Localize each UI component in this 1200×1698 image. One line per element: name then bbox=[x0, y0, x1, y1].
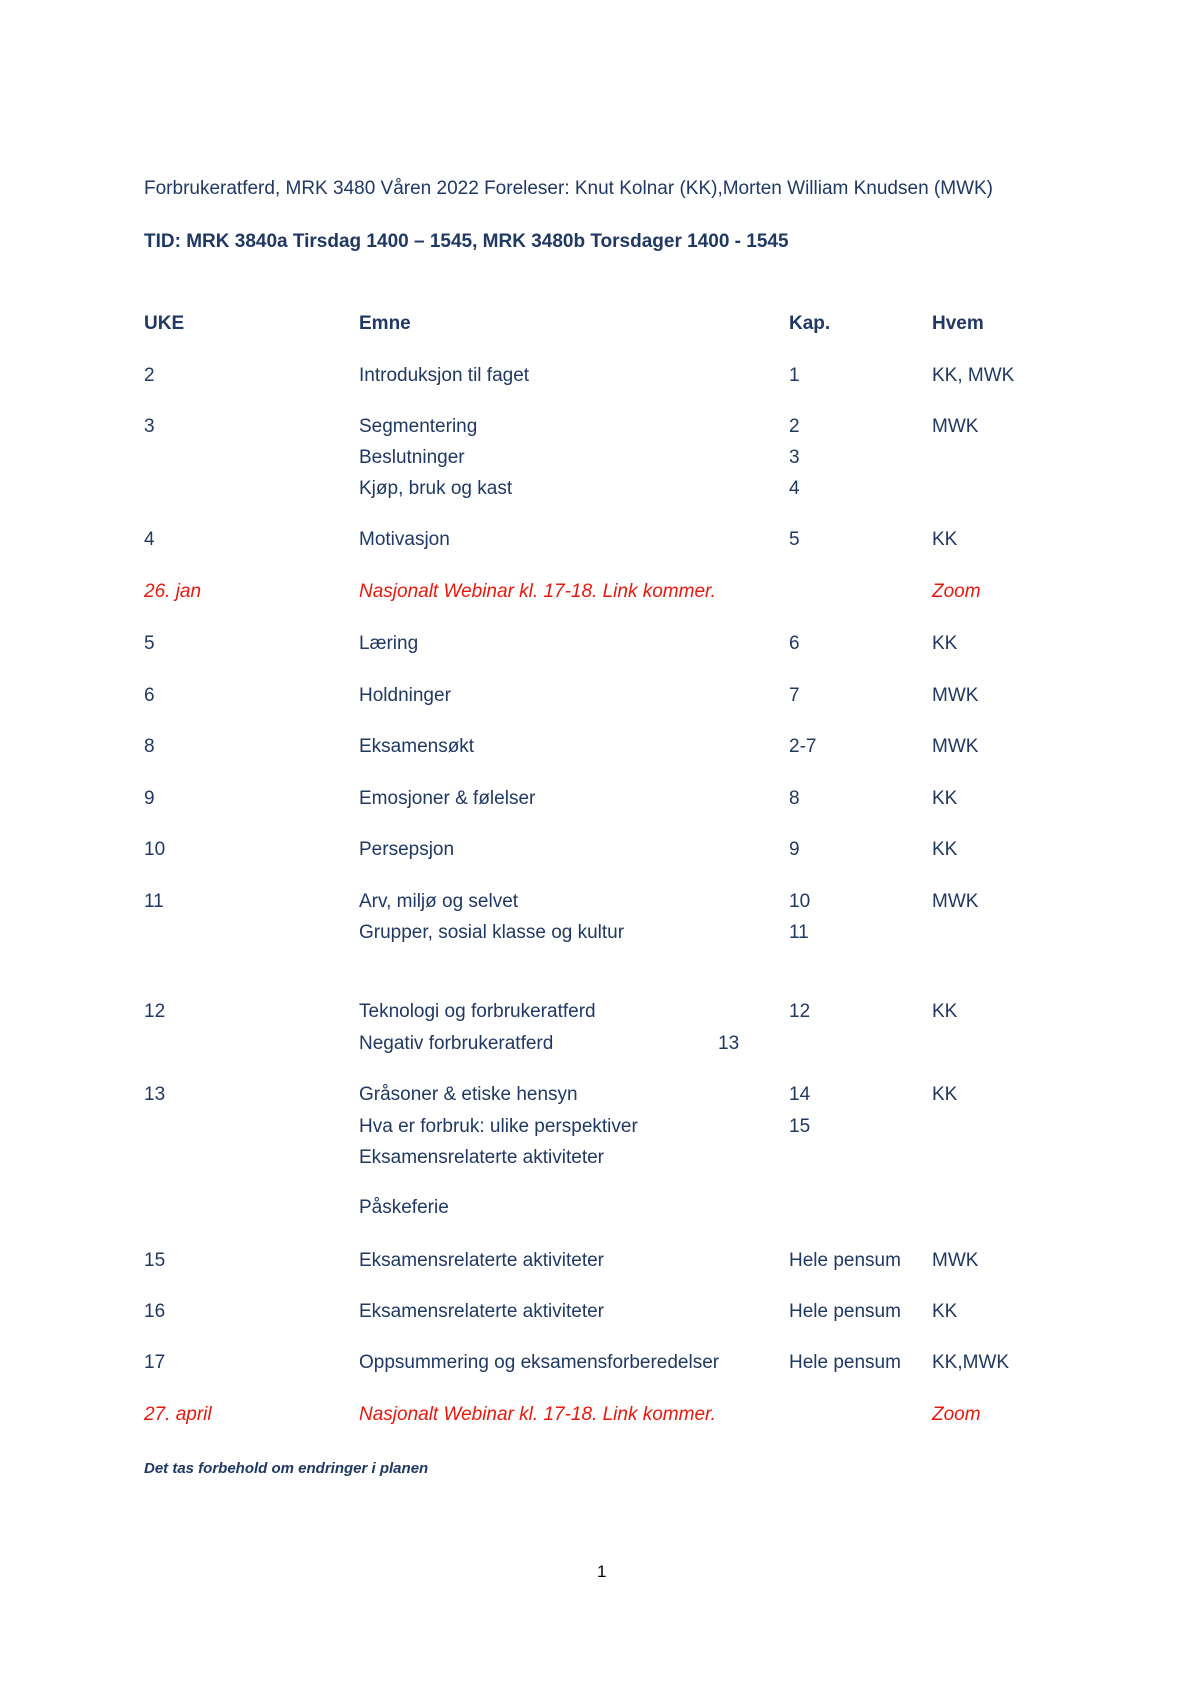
row-kap: 14 bbox=[789, 1084, 811, 1105]
row-hvem: KK bbox=[932, 839, 958, 860]
row-uke: 8 bbox=[144, 736, 155, 757]
row-emne: Påskeferie bbox=[359, 1197, 449, 1218]
row-hvem: KK bbox=[932, 788, 958, 809]
row-emne: Negativ forbrukeratferd bbox=[359, 1033, 554, 1054]
webinar-date: 26. jan bbox=[144, 581, 202, 602]
row-hvem: KK bbox=[932, 529, 958, 550]
row-uke: 6 bbox=[144, 685, 155, 706]
document-title: Forbrukeratferd, MRK 3480 Våren 2022 Foreleser: Knut Kolnar (KK),Morten William Knudsen (MWK) bbox=[144, 178, 993, 199]
row-uke: 13 bbox=[144, 1084, 166, 1105]
row-kap: 3 bbox=[789, 447, 800, 468]
row-emne: Motivasjon bbox=[359, 529, 450, 550]
row-kap: 8 bbox=[789, 788, 800, 809]
row-kap: 1 bbox=[789, 365, 800, 386]
row-hvem: MWK bbox=[932, 685, 979, 706]
row-emne: Beslutninger bbox=[359, 447, 465, 468]
row-emne: Introduksjon til faget bbox=[359, 365, 530, 386]
row-emne: Læring bbox=[359, 633, 419, 654]
row-emne: Eksamensøkt bbox=[359, 736, 475, 757]
row-hvem: KK bbox=[932, 633, 958, 654]
row-emne: Eksamensrelaterte aktiviteter bbox=[359, 1250, 604, 1271]
time-info: TID: MRK 3840a Tirsdag 1400 – 1545, MRK 3480b Torsdager 1400 - 1545 bbox=[144, 231, 789, 252]
row-kap: 5 bbox=[789, 529, 800, 550]
footnote: Det tas forbehold om endringer i planen bbox=[144, 1460, 429, 1477]
row-uke: 16 bbox=[144, 1301, 166, 1322]
row-hvem: MWK bbox=[932, 416, 979, 437]
page-number: 1 bbox=[597, 1562, 607, 1581]
row-hvem: KK bbox=[932, 1301, 958, 1322]
row-hvem: MWK bbox=[932, 736, 979, 757]
row-emne: Eksamensrelaterte aktiviteter bbox=[359, 1147, 604, 1168]
row-emne: Teknologi og forbrukeratferd bbox=[359, 1001, 596, 1022]
row-hvem: MWK bbox=[932, 891, 979, 912]
row-emne: Kjøp, bruk og kast bbox=[359, 478, 513, 499]
header-uke: UKE bbox=[144, 313, 185, 334]
row-kap: 4 bbox=[789, 478, 800, 499]
row-kap: 2-7 bbox=[789, 736, 817, 757]
row-uke: 5 bbox=[144, 633, 155, 654]
row-uke: 10 bbox=[144, 839, 166, 860]
row-kap: 12 bbox=[789, 1001, 811, 1022]
row-emne: Hva er forbruk: ulike perspektiver bbox=[359, 1116, 638, 1137]
webinar-platform: Zoom bbox=[932, 1404, 981, 1425]
row-uke: 12 bbox=[144, 1001, 166, 1022]
webinar-date: 27. april bbox=[144, 1404, 212, 1425]
row-emne: Persepsjon bbox=[359, 839, 455, 860]
row-uke: 11 bbox=[144, 891, 164, 912]
row-uke: 4 bbox=[144, 529, 155, 550]
header-hvem: Hvem bbox=[932, 313, 984, 334]
header-kap: Kap. bbox=[789, 313, 831, 334]
webinar-text: Nasjonalt Webinar kl. 17-18. Link kommer. bbox=[359, 1404, 716, 1425]
row-hvem: KK,MWK bbox=[932, 1352, 1010, 1373]
row-hvem: KK, MWK bbox=[932, 365, 1015, 386]
row-uke: 17 bbox=[144, 1352, 166, 1373]
row-emne: Holdninger bbox=[359, 685, 451, 706]
row-emne: Eksamensrelaterte aktiviteter bbox=[359, 1301, 604, 1322]
row-kap: 11 bbox=[789, 922, 809, 943]
webinar-platform: Zoom bbox=[932, 581, 981, 602]
row-kap: 2 bbox=[789, 416, 800, 437]
row-kap: Hele pensum bbox=[789, 1301, 901, 1322]
row-kap: 6 bbox=[789, 633, 800, 654]
row-uke: 2 bbox=[144, 365, 155, 386]
row-uke: 3 bbox=[144, 416, 155, 437]
row-emne: Segmentering bbox=[359, 416, 478, 437]
webinar-text: Nasjonalt Webinar kl. 17-18. Link kommer. bbox=[359, 581, 716, 602]
row-kap: 13 bbox=[718, 1033, 740, 1054]
row-uke: 9 bbox=[144, 788, 155, 809]
row-uke: 15 bbox=[144, 1250, 166, 1271]
row-kap: 9 bbox=[789, 839, 800, 860]
row-kap: Hele pensum bbox=[789, 1250, 901, 1271]
row-kap: 7 bbox=[789, 685, 800, 706]
row-emne: Arv, miljø og selvet bbox=[359, 891, 519, 912]
row-emne: Emosjoner & følelser bbox=[359, 788, 536, 809]
row-kap: 15 bbox=[789, 1116, 811, 1137]
row-kap: Hele pensum bbox=[789, 1352, 901, 1373]
row-kap: 10 bbox=[789, 891, 811, 912]
row-emne: Grupper, sosial klasse og kultur bbox=[359, 922, 625, 943]
row-hvem: KK bbox=[932, 1084, 958, 1105]
row-hvem: MWK bbox=[932, 1250, 979, 1271]
row-emne: Gråsoner & etiske hensyn bbox=[359, 1084, 578, 1105]
header-emne: Emne bbox=[359, 313, 411, 334]
row-emne: Oppsummering og eksamensforberedelser bbox=[359, 1352, 720, 1373]
row-hvem: KK bbox=[932, 1001, 958, 1022]
